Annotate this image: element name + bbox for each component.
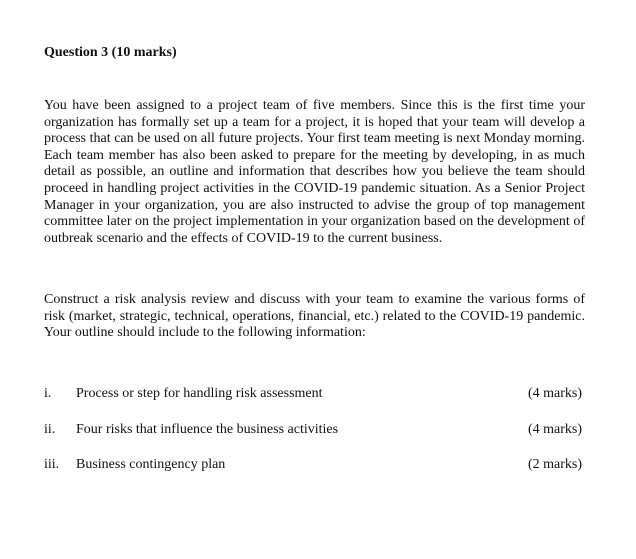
list-item	[44, 421, 585, 439]
list-item-marks: (4 marks)	[527, 386, 582, 401]
question-title: Question 3 (10 marks)	[44, 45, 177, 60]
list-item-text: Business contingency plan	[76, 457, 226, 472]
list-item-text: Four risks that influence the business activities	[76, 422, 339, 437]
list-item-numeral: iii.	[44, 457, 60, 472]
list-item-numeral: ii.	[44, 422, 56, 437]
list-item	[44, 456, 585, 474]
list-item-text: Process or step for handling risk assessment	[76, 386, 323, 401]
list-item-marks: (2 marks)	[527, 457, 582, 472]
list-item-numeral: i.	[44, 386, 52, 401]
list-item	[44, 385, 585, 403]
list-item-marks: (4 marks)	[527, 422, 582, 437]
instruction-paragraph: Construct a risk analysis review and discuss with your team to examine the various forms of risk (market, strategic, technical, operations, financial, etc.) related to the COVID-19 pandemic. Your outline should include to the following information:	[44, 292, 585, 341]
scenario-paragraph: You have been assigned to a project team of five members. Since this is the first time your organization has formally set up a team for a project, it is hoped that your team will develop a process that can be used on all future projects. Your first team meeting is next Monday morning. Each team member has also been asked to prepare for the meeting by developing, in as much detail as possible, an outline and information that describes how you believe the team should proceed in handling project activities in the COVID-19 pandemic situation. As a Senior Project Manager in your organization, you are also instructed to advise the group of top management committee later on the project implementation in your organization based on the development of outbreak scenario and the effects of COVID-19 to the current business.	[44, 98, 585, 246]
